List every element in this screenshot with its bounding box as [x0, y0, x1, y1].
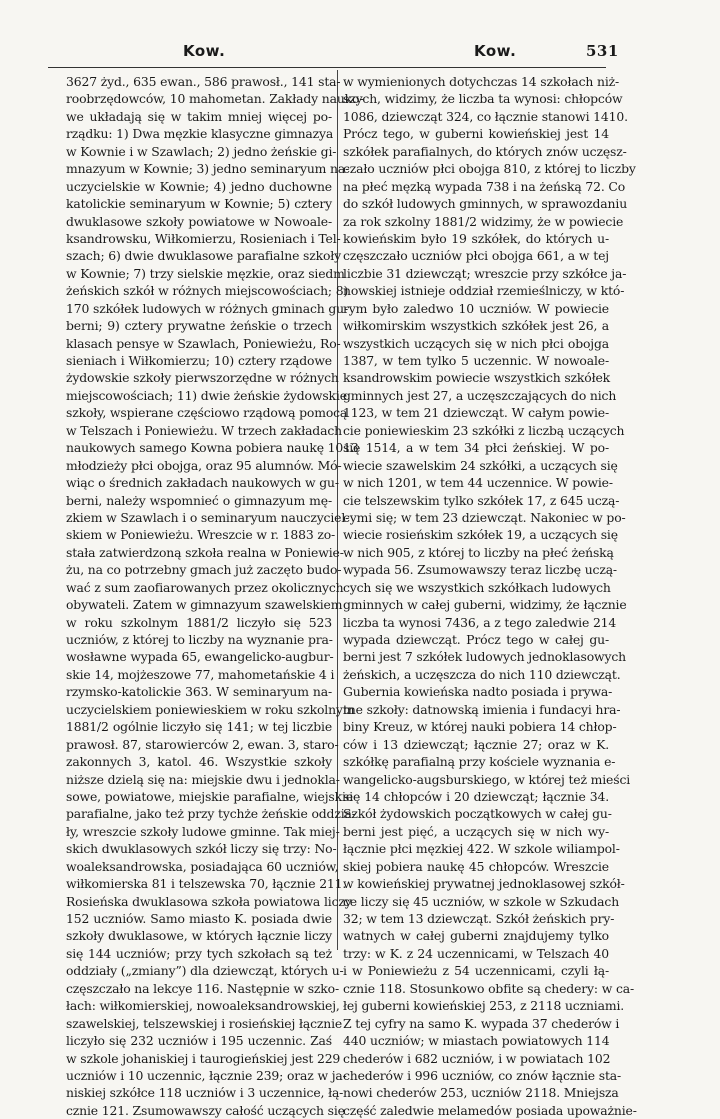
text-line: 1086, dziewcząt 324, co łącznie stanowi 1410. — [343, 108, 628, 124]
text-line: szawelskiej, telszewskiej i rosieńskiej łącznie — [66, 1015, 343, 1031]
text-line: nowi chederów 253, uczniów 2118. Mniejsza — [343, 1085, 619, 1101]
page-number: 531 — [586, 42, 619, 60]
text-line: w nich 1201, w tem 44 uczennice. W powie- — [343, 475, 613, 491]
text-line: uczniów, z której to liczby na wyznanie pra- — [66, 632, 333, 647]
text-line: wiecie szawelskim 24 szkółki, a uczących się — [343, 457, 618, 473]
text-line: wiłkomierska 81 i telszewska 70, łącznie 211. — [66, 876, 347, 892]
text-line: chederów i 996 uczniów, co znów łącznie sta- — [343, 1067, 622, 1083]
text-line: częszczało uczniów płci obojga 661, a w tej — [343, 248, 609, 264]
text-line: w roku szkolnym 1881/2 liczyło się 523 — [66, 614, 332, 630]
text-line: Z tej cyfry na samo K. wypada 37 chederów i — [343, 1015, 620, 1031]
text-line: cie poniewieskim 23 szkółki z liczbą uczących — [343, 422, 625, 438]
text-line: berni, należy wspomnieć o gimnazyum mę- — [66, 492, 332, 508]
text-line: we układają się w takim mniej więcej po- — [66, 108, 332, 124]
text-line: obywateli. Zatem w gimnazyum szawelskiem — [66, 597, 343, 613]
text-line: Szkół żydowskich początkowych w całej gu- — [343, 806, 612, 822]
text-line: berni jest pięć, a uczących się w nich wy- — [343, 823, 609, 839]
text-line: katolickie seminaryum w Kownie; 5) cztery — [66, 196, 332, 212]
text-line: 1881/2 ogólnie liczyło się 141; w tej liczbie — [66, 719, 332, 735]
text-line: wypada 56. Zsumowawszy teraz liczbę uczą- — [343, 562, 617, 578]
text-line: cych się we wszystkich szkółkach ludowych — [343, 579, 611, 595]
text-line: ły, wreszcie szkoły ludowe gminne. Tak miej- — [66, 823, 340, 839]
text-line: część zaledwie melamedów posiada upoważnie- — [343, 1102, 637, 1118]
running-head-left: Kow. — [183, 42, 226, 60]
text-line: gminnych w całej guberni, widzimy, że łącznie — [343, 597, 627, 613]
text-line: w Telszach i Poniewieżu. W trzech zakładach — [66, 422, 342, 438]
text-line: i w Poniewieżu z 54 uczennicami, czyli łą- — [343, 963, 609, 979]
text-line: watnych w całej guberni znajdujemy tylko — [343, 928, 609, 944]
text-line: parafialne, jako też przy tychże żeńskie oddzia- — [66, 806, 356, 822]
text-line: skich dwuklasowych szkół liczy się trzy: No- — [66, 841, 337, 857]
text-line: gminnych jest 27, a uczęszczających do nich — [343, 387, 617, 403]
text-line: ców i 13 dziewcząt; łącznie 27; oraz w K. — [343, 736, 609, 752]
text-line: nowskiej istnieje oddział rzemieślniczy, w któ- — [343, 283, 625, 299]
text-line: 3627 żyd., 635 ewan., 586 prawosł., 141 sta- — [66, 74, 341, 89]
running-head-right: Kow. — [474, 42, 517, 60]
text-line: rzymsko-katolickie 363. W seminaryum na- — [66, 684, 332, 700]
text-line: klasach pensye w Szawlach, Poniewieżu, Ro- — [66, 335, 341, 351]
text-line: szych, widzimy, że liczba ta wynosi: chłopców — [343, 91, 623, 107]
text-line: kowieńskim było 19 szkółek, do których u- — [343, 230, 609, 246]
text-line: szkoły, wspierane częściowo rządową pomocą — [66, 405, 348, 421]
text-line: cymi się; w tem 23 dziewcząt. Nakoniec w po- — [343, 509, 626, 525]
text-line: żydowskie szkoły pierwszorzędne w różnych — [66, 370, 339, 386]
text-line: w nich 905, z której to liczby na płeć żeńską — [343, 544, 614, 560]
text-line: miejscowościach; 11) dwie żeńskie żydowskie — [66, 387, 347, 403]
text-line: w Kownie; 7) trzy sielskie męzkie, oraz siedm — [66, 265, 345, 281]
header-rule — [48, 67, 606, 68]
text-line: żeńskich, a uczęszcza do nich 110 dziewcząt. — [343, 666, 621, 682]
text-line: w Kownie i w Szawlach; 2) jedno żeńskie gi- — [66, 143, 337, 159]
text-line: liczbie 31 dziewcząt; wreszcie przy szkółce ja- — [343, 265, 627, 281]
text-line: trzy: w K. z 24 uczennicami, w Telszach 40 — [343, 945, 609, 961]
text-line: wangelicko-augsburskiego, w której też mieści — [343, 771, 631, 787]
text-line: częszczało na lekcye 116. Następnie w szko- — [66, 980, 339, 996]
text-line: roobrzędowców, 10 mahometan. Zakłady nauko- — [66, 91, 364, 107]
text-line: 152 uczniów. Samo miasto K. posiada dwie — [66, 911, 332, 926]
text-line: Gubernia kowieńska nadto posiada i prywa- — [343, 684, 613, 700]
text-line: cie telszewskim tylko szkółek 17, z 645 uczą- — [343, 492, 620, 508]
text-line: szkółkę parafialną przy kościele wyznania e- — [343, 754, 616, 770]
text-line: wać z sum zaofiarowanych przez okolicznych — [66, 579, 344, 595]
text-line: młodzieży płci obojga, oraz 95 alumnów. Mó- — [66, 457, 342, 473]
text-line: uczniów i 10 uczennic, łącznie 239; oraz w ja- — [66, 1067, 347, 1083]
text-line: łej guberni kowieńskiej 253, z 2118 uczniami. — [343, 998, 625, 1014]
text-line: w szkole johaniskiej i taurogieńskiej jest 229 — [66, 1050, 341, 1066]
text-line: tne szkoły: datnowską imienia i fundacyi hra- — [343, 701, 621, 717]
text-line: mnazyum w Kownie; 3) jedno seminaryum na- — [66, 161, 350, 177]
text-line: berni; 9) cztery prywatne żeńskie o trzech — [66, 318, 332, 334]
text-line: stała zatwierdzoną szkoła realna w Poniewie- — [66, 544, 344, 560]
text-line: Rosieńska dwuklasowa szkoła powiatowa liczy — [66, 893, 352, 909]
text-line: zakonnych 3, katol. 46. Wszystkie szkoły — [66, 754, 332, 770]
text-line: chederów i 682 uczniów, i w powiatach 102 — [343, 1050, 611, 1066]
text-line: szach; 6) dwie dwuklasowe parafialne szkoły — [66, 248, 342, 264]
text-line: się 144 uczniów; przy tych szkołach są też — [66, 945, 332, 961]
text-line: w wymienionych dotychczas 14 szkołach niż- — [343, 74, 620, 89]
text-line: liczba ta wynosi 7436, a z tego zaledwie 214 — [343, 614, 617, 630]
text-line: szkoły dwuklasowe, w których łącznie liczy — [66, 928, 332, 944]
text-line: łącznie płci męzkiej 422. W szkole wiliampol- — [343, 841, 620, 857]
text-line: żeńskich szkół w różnych miejscowościach; 8) — [66, 283, 349, 299]
text-line: się 14 chłopców i 20 dziewcząt; łącznie 34. — [343, 788, 609, 804]
text-line: Prócz tego, w guberni kowieńskiej jest 14 — [343, 126, 609, 142]
text-line: sowe, powiatowe, miejskie parafialne, wiejskie — [66, 788, 353, 804]
text-line: skiej pobiera naukę 45 chłopców. Wreszcie — [343, 858, 609, 874]
text-line: na płeć męzką wypada 738 i na żeńską 72. Co — [343, 178, 626, 194]
text-line: 1123, w tem 21 dziewcząt. W całym powie- — [343, 405, 609, 421]
text-line: skiem w Poniewieżu. Wreszcie w r. 1883 zo- — [66, 527, 336, 543]
text-line: 170 szkółek ludowych w różnych gminach gu- — [66, 300, 349, 316]
right-column — [343, 73, 637, 1119]
text-line: wypada dziewcząt. Prócz tego w całej gu- — [343, 632, 609, 647]
text-line: niższe dzielą się na: miejskie dwu i jednokla- — [66, 771, 340, 787]
text-line: ksandrowsku, Wiłkomierzu, Rosieniach i Tel- — [66, 230, 341, 246]
text-line: wszystkich uczących się w nich płci obojga — [343, 335, 609, 351]
text-line: ksandrowskim powiecie wszystkich szkółek — [343, 370, 611, 386]
text-line: cznie 121. Zsumowawszy całość uczących się — [66, 1102, 345, 1118]
text-line: naukowych samego Kowna pobiera naukę 1013 — [66, 440, 359, 456]
text-line: skie 14, mojżeszowe 77, mahometańskie 4 i — [66, 666, 335, 682]
text-line: wiąc o średnich zakładach naukowych w gu- — [66, 475, 339, 491]
text-line: oddziały („zmiany”) dla dziewcząt, których u- — [66, 963, 344, 979]
text-line: uczycielskie w Kownie; 4) jedno duchowne — [66, 178, 332, 194]
text-line: sieniach i Wiłkomierzu; 10) cztery rządowe — [66, 353, 332, 368]
text-line: rym było zaledwo 10 uczniów. W powiecie — [343, 300, 609, 316]
text-line: wiłkomirskim wszystkich szkółek jest 26, a — [343, 318, 609, 334]
text-line: wosławne wypada 65, ewangelicko-augbur- — [66, 649, 334, 665]
text-line: dwuklasowe szkoły powiatowe w Nowoale- — [66, 213, 332, 229]
text-line: cznie 118. Stosunkowo obfite są chedery: w ca- — [343, 980, 635, 996]
text-line: za rok szkolny 1881/2 widzimy, że w powiecie — [343, 213, 624, 229]
text-line: ce liczy się 45 uczniów, w szkole w Szkudach — [343, 893, 620, 909]
text-line: łach: wiłkomierskiej, nowoaleksandrowskiej, — [66, 998, 340, 1014]
text-line: niskiej szkółce 118 uczniów i 3 uczennice, łą- — [66, 1085, 344, 1101]
text-line: rządku: 1) Dwa męzkie klasyczne gimnazya — [66, 126, 334, 142]
text-line: zkiem w Szawlach i o seminaryum nauczyciel- — [66, 509, 350, 525]
text-line: uczycielskiem poniewieskiem w roku szkolnym — [66, 701, 355, 717]
text-line: woaleksandrowska, posiadająca 60 uczniów, — [66, 858, 339, 874]
text-line: liczyło się 232 uczniów i 195 uczennic. Zaś — [66, 1033, 332, 1049]
text-line: biny Kreuz, w której nauki pobiera 14 chłop- — [343, 719, 617, 735]
text-line: 32; w tem 13 dziewcząt. Szkół żeńskich pry- — [343, 911, 615, 926]
text-line: się 1514, a w tem 34 płci żeńskiej. W po- — [343, 440, 609, 456]
text-line: do szkół ludowych gminnych, w sprawozdaniu — [343, 196, 628, 212]
text-line: berni jest 7 szkółek ludowych jednoklasowych — [343, 649, 626, 665]
text-line: prawosł. 87, starowierców 2, ewan. 3, staro- — [66, 736, 339, 752]
text-line: 1387, w tem tylko 5 uczennic. W nowoale- — [343, 353, 609, 368]
text-line: 440 uczniów; w miastach powiatowych 114 — [343, 1033, 610, 1049]
text-line: szkółek parafialnych, do których znów uczęsz- — [343, 143, 627, 159]
text-line: żu, na co potrzebny gmach już zaczęto budo- — [66, 562, 342, 578]
text-line: wiecie rosieńskim szkółek 19, a uczących się — [343, 527, 618, 543]
text-line: w kowieńskiej prywatnej jednoklasowej szkół- — [343, 876, 625, 892]
left-column — [66, 73, 364, 1119]
text-line: czało uczniów płci obojga 810, z której to liczby — [343, 161, 636, 177]
